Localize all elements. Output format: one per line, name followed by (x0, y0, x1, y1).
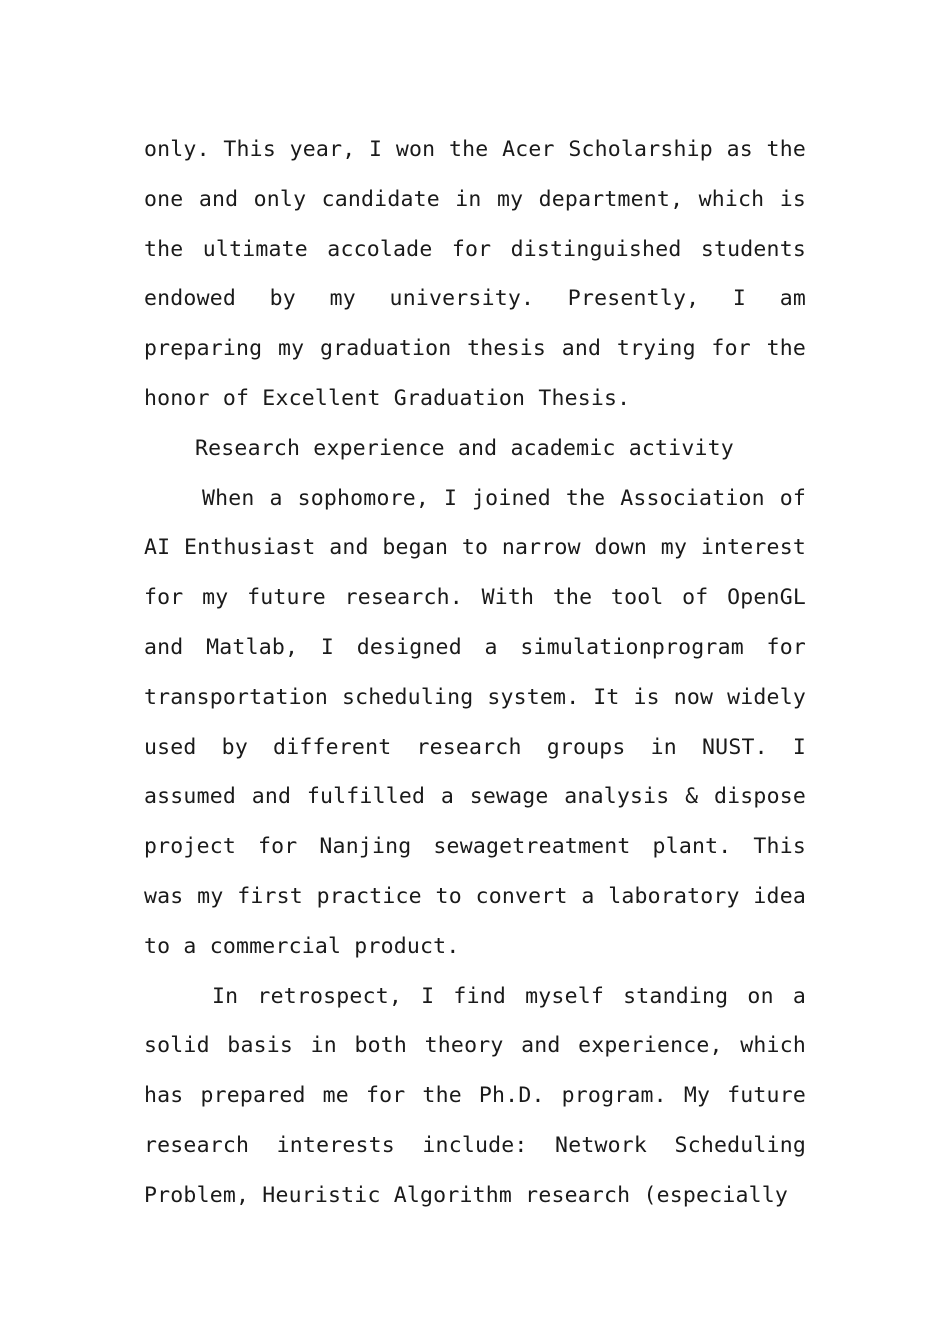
document-body (144, 125, 806, 1221)
paragraph-scholarship: only. This year, I won the Acer Scholarship as the one and only candidate in my department, which is the ultimate accolade for distinguished students endowed by my university. Presently, I am preparing my graduation thesis and trying for the honor of Excellent Graduation Thesis. (144, 137, 806, 411)
section-heading-research: Research experience and academic activity (195, 435, 734, 461)
paragraph-research-experience: When a sophomore, I joined the Association of AI Enthusiast and began to narrow down my interest for my future research. With the tool of OpenGL and Matlab, I designed a simulationprogram for transportation scheduling system. It is now widely used by different research groups in NUST. I assumed and fulfilled a sewage analysis & dispose project for Nanjing sewagetreatment plant. This was my first practice to convert a laboratory idea to a commercial product. (144, 485, 806, 959)
paragraph-retrospect: In retrospect, I find myself standing on a solid basis in both theory and experience, which has prepared me for the Ph.D. program. My future research interests include: Network Scheduling Problem, Heuristic Algorithm research (especially (144, 983, 806, 1208)
